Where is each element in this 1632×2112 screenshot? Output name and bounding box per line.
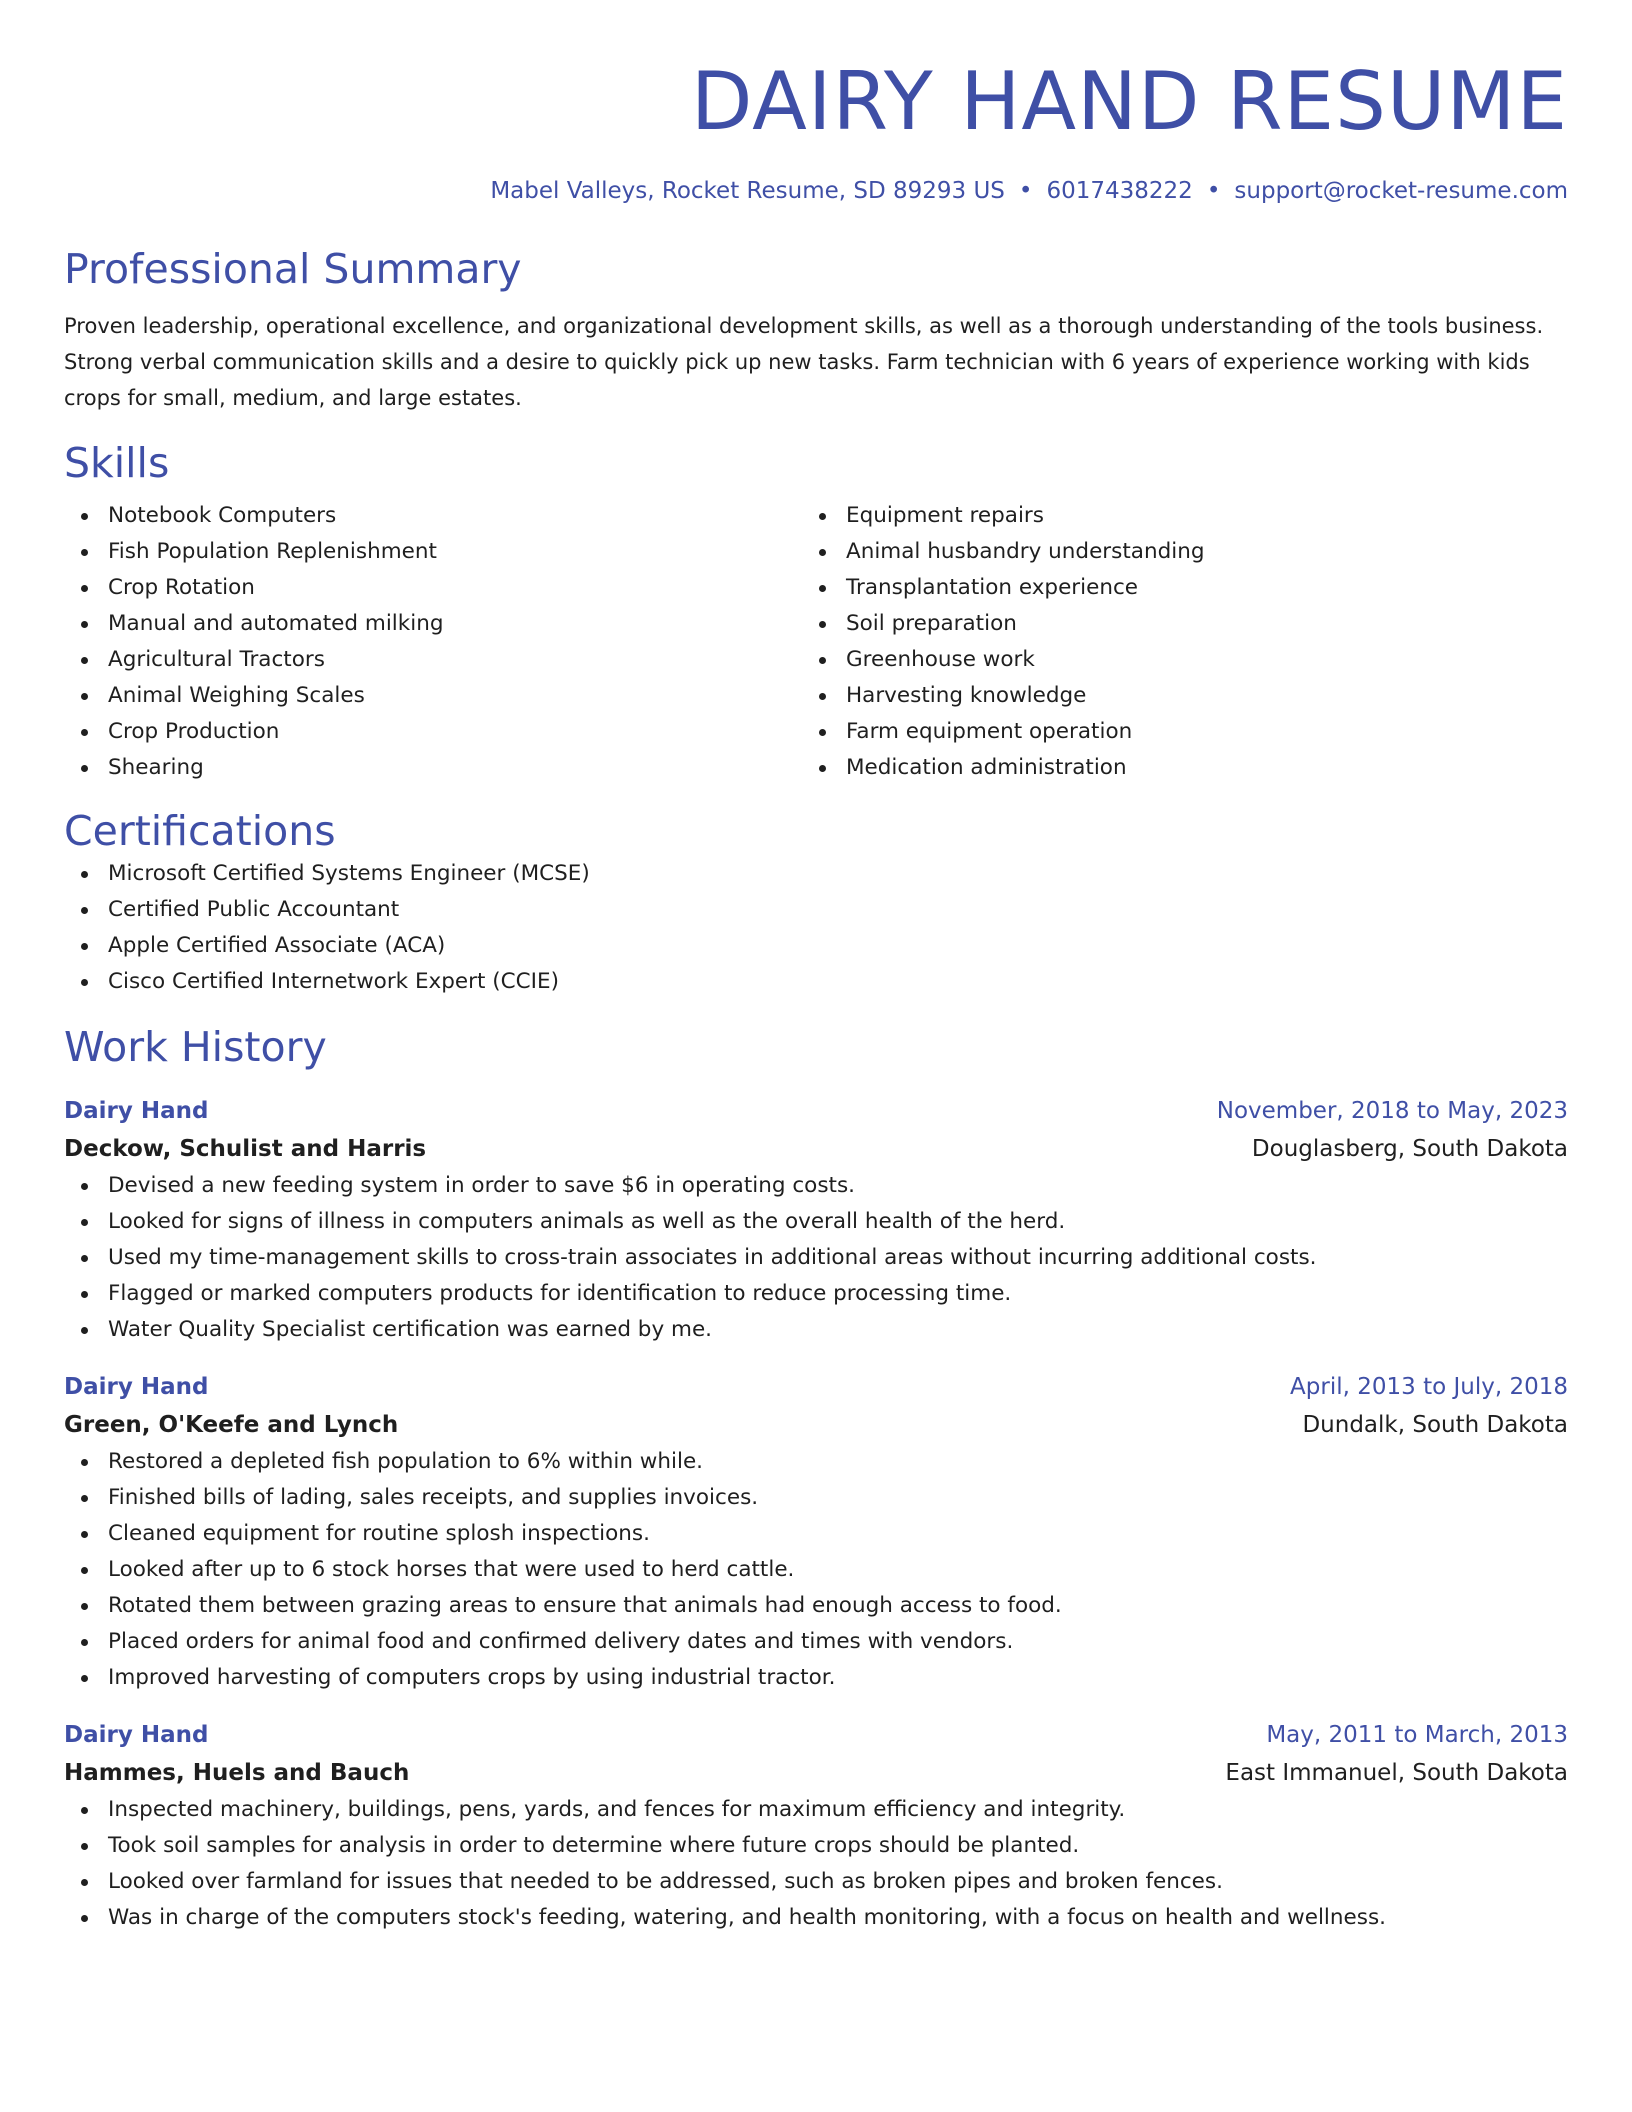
- job-duty-item: Inspected machinery, buildings, pens, yards, and fences for maximum efficiency and integrity.: [64, 1792, 1568, 1828]
- summary-text: Proven leadership, operational excellence, and organizational development skills, as well as a thorough understanding of the tools business. Strong verbal communication skills and a desire to quickly pick up new tasks. Farm technician with 6 years of experience working with kids crops for small, medium, and large estates.: [64, 314, 1544, 410]
- contact-separator: •: [1206, 178, 1221, 204]
- job-duty-item: Restored a depleted fish population to 6% within while.: [64, 1444, 1568, 1480]
- contact-address: Mabel Valleys, Rocket Resume, SD 89293 US: [490, 178, 1005, 204]
- job-duty-item: Looked after up to 6 stock horses that were used to herd cattle.: [64, 1552, 1568, 1588]
- certification-item: Certified Public Accountant: [64, 892, 1568, 928]
- job-duty-item: Cleaned equipment for routine splosh inspections.: [64, 1516, 1568, 1552]
- job-dates: April, 2013 to July, 2018: [1290, 1374, 1568, 1400]
- job-header-row: [64, 1092, 1568, 1130]
- certifications-heading: Certifications: [64, 807, 336, 855]
- job-header-row: [64, 1716, 1568, 1754]
- job-entry: [64, 1716, 1568, 1936]
- job-dates: May, 2011 to March, 2013: [1266, 1722, 1568, 1748]
- skill-item: Crop Production: [64, 714, 802, 750]
- job-duty-item: Flagged or marked computers products for identification to reduce processing time.: [64, 1276, 1568, 1312]
- job-location: Douglasberg, South Dakota: [1251, 1136, 1568, 1162]
- job-header-row: [64, 1368, 1568, 1406]
- contact-email: support@rocket-resume.com: [1234, 178, 1568, 204]
- certification-item: Cisco Certified Internetwork Expert (CCIE): [64, 964, 1568, 1000]
- work-history-heading: Work History: [64, 1023, 327, 1071]
- page-title: DAIRY HAND RESUME: [690, 55, 1568, 148]
- job-duty-item: Rotated them between grazing areas to ensure that animals had enough access to food.: [64, 1588, 1568, 1624]
- job-duties-list: [64, 1168, 1568, 1348]
- job-duty-item: Devised a new feeding system in order to save $6 in operating costs.: [64, 1168, 1568, 1204]
- contact-line: [64, 176, 1568, 206]
- job-duty-item: Took soil samples for analysis in order to determine where future crops should be planted.: [64, 1828, 1568, 1864]
- skill-item: Fish Population Replenishment: [64, 534, 802, 570]
- job-title: Dairy Hand: [64, 1722, 209, 1748]
- job-company: Green, O'Keefe and Lynch: [64, 1412, 399, 1438]
- skills-heading: Skills: [64, 439, 170, 487]
- job-duty-item: Looked over farmland for issues that needed to be addressed, such as broken pipes and broken fences.: [64, 1864, 1568, 1900]
- skill-item: Agricultural Tractors: [64, 642, 802, 678]
- job-duty-item: Water Quality Specialist certification was earned by me.: [64, 1312, 1568, 1348]
- skill-item: Soil preparation: [802, 606, 1540, 642]
- skill-item: Manual and automated milking: [64, 606, 802, 642]
- certifications-list: [64, 856, 1568, 1000]
- contact-phone: 6017438222: [1046, 178, 1193, 204]
- job-employer-row: [64, 1130, 1568, 1168]
- certification-item: Apple Certified Associate (ACA): [64, 928, 1568, 964]
- contact-separator: •: [1018, 178, 1033, 204]
- skill-item: Transplantation experience: [802, 570, 1540, 606]
- job-duty-item: Finished bills of lading, sales receipts, and supplies invoices.: [64, 1480, 1568, 1516]
- job-title: Dairy Hand: [64, 1374, 209, 1400]
- job-entry: [64, 1368, 1568, 1696]
- job-dates: November, 2018 to May, 2023: [1216, 1098, 1568, 1124]
- skill-item: Medication administration: [802, 750, 1540, 786]
- job-duty-item: Improved harvesting of computers crops by using industrial tractor.: [64, 1660, 1568, 1696]
- job-location: Dundalk, South Dakota: [1302, 1412, 1568, 1438]
- skill-item: Harvesting knowledge: [802, 678, 1540, 714]
- job-duty-item: Used my time-management skills to cross-train associates in additional areas without incurring additional costs.: [64, 1240, 1568, 1276]
- skill-item: Notebook Computers: [64, 498, 802, 534]
- job-duty-item: Looked for signs of illness in computers animals as well as the overall health of the herd.: [64, 1204, 1568, 1240]
- skill-item: Animal Weighing Scales: [64, 678, 802, 714]
- job-title: Dairy Hand: [64, 1098, 209, 1124]
- summary-heading: Professional Summary: [64, 245, 522, 293]
- job-employer-row: [64, 1754, 1568, 1792]
- job-duties-list: [64, 1792, 1568, 1936]
- job-duty-item: Was in charge of the computers stock's feeding, watering, and health monitoring, with a focus on health and wellness.: [64, 1900, 1568, 1936]
- skill-item: Equipment repairs: [802, 498, 1540, 534]
- job-company: Hammes, Huels and Bauch: [64, 1760, 410, 1786]
- skill-item: Crop Rotation: [64, 570, 802, 606]
- skills-list-left: [64, 498, 802, 786]
- certification-item: Microsoft Certified Systems Engineer (MCSE): [64, 856, 1568, 892]
- skill-item: Animal husbandry understanding: [802, 534, 1540, 570]
- job-company: Deckow, Schulist and Harris: [64, 1136, 427, 1162]
- skill-item: Farm equipment operation: [802, 714, 1540, 750]
- job-duties-list: [64, 1444, 1568, 1696]
- job-employer-row: [64, 1406, 1568, 1444]
- job-location: East Immanuel, South Dakota: [1225, 1760, 1568, 1786]
- skill-item: Shearing: [64, 750, 802, 786]
- job-duty-item: Placed orders for animal food and confirmed delivery dates and times with vendors.: [64, 1624, 1568, 1660]
- skills-list-right: [802, 498, 1540, 786]
- job-entry: [64, 1092, 1568, 1348]
- skills-grid: [64, 498, 1568, 786]
- skill-item: Greenhouse work: [802, 642, 1540, 678]
